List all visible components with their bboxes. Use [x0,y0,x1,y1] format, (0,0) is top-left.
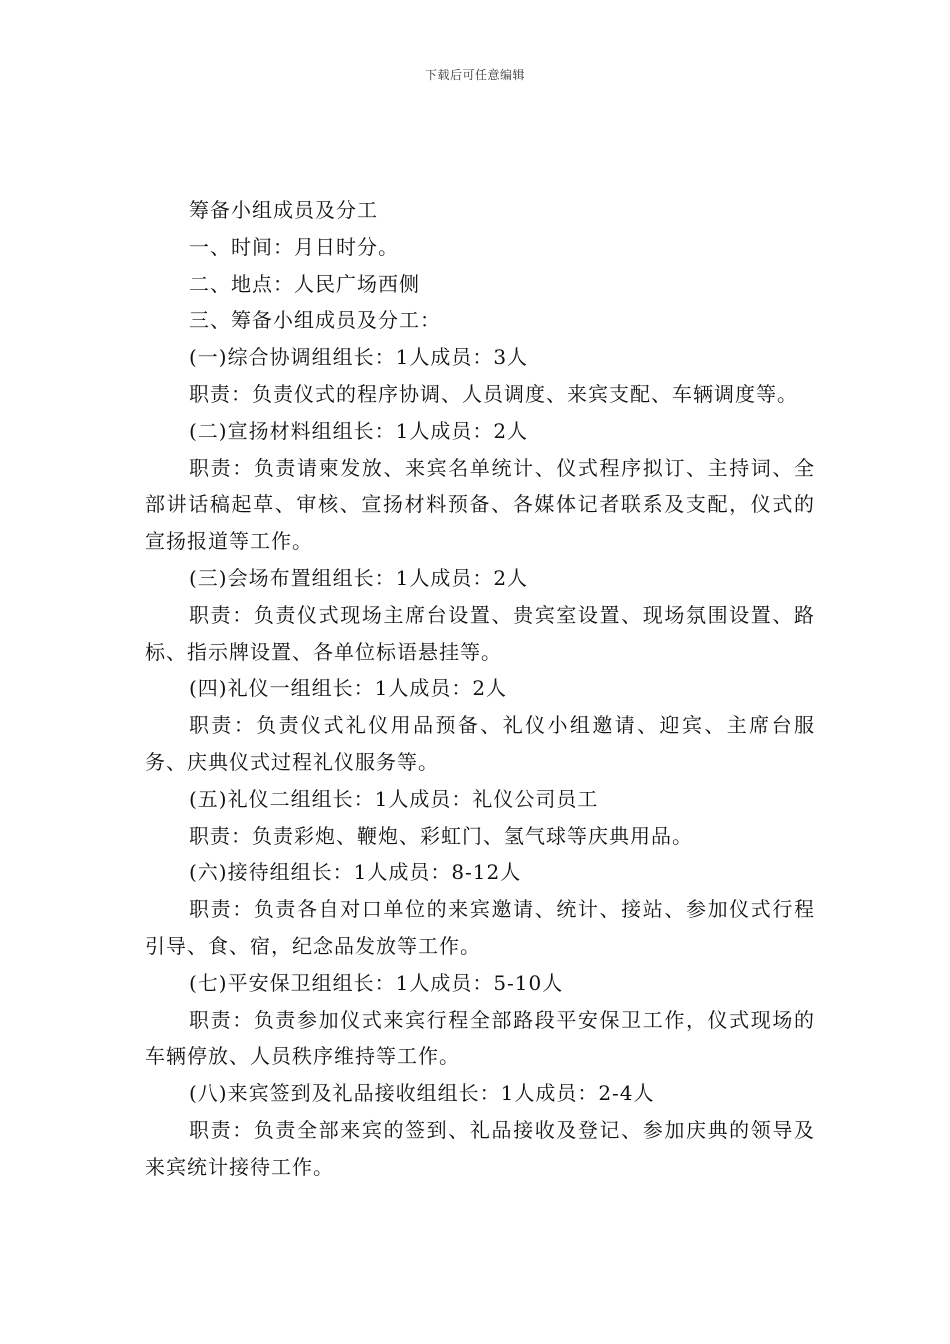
group-heading-7: (七)平安保卫组组长：1人成员：5-10人 [189,970,564,995]
group-heading-1: (一)综合协调组组长：1人成员：3人 [189,345,529,370]
group-heading-2: (二)宣扬材料组组长：1人成员：2人 [189,418,529,443]
group-duty-8: 职责：负责全部来宾的签到、礼品接收及登记、参加庆典的领导及来宾统计接待工作。 [145,1117,815,1179]
group-heading-8: (八)来宾签到及礼品接收组组长：1人成员：2-4人 [189,1081,655,1106]
section-time: 一、时间：月日时分。 [189,234,399,259]
section-location: 二、地点：人民广场西侧 [189,271,420,296]
group-heading-4: (四)礼仪一组组长：1人成员：2人 [189,676,508,701]
document-body [145,192,815,1186]
group-heading-6: (六)接待组组长：1人成员：8-12人 [189,860,522,885]
group-duty-4: 职责：负责仪式礼仪用品预备、礼仪小组邀请、迎宾、主席台服务、庆典仪式过程礼仪服务等。 [145,713,815,774]
group-duty-5: 职责：负责彩炮、鞭炮、彩虹门、氢气球等庆典用品。 [189,823,693,848]
section-members-heading: 三、筹备小组成员及分工： [189,308,441,333]
group-duty-6: 职责：负责各自对口单位的来宾邀请、统计、接站、参加仪式行程引导、食、宿，纪念品发放等工作。 [145,897,815,958]
group-duty-7: 职责：负责参加仪式来宾行程全部路段平安保卫工作，仪式现场的车辆停放、人员秩序维持等工作。 [145,1007,815,1069]
group-heading-3: (三)会场布置组组长：1人成员：2人 [189,565,529,590]
group-duty-1: 职责：负责仪式的程序协调、人员调度、来宾支配、车辆调度等。 [189,381,798,406]
group-heading-5: (五)礼仪二组组长：1人成员：礼仪公司员工 [189,786,599,811]
page-header-note: 下载后可任意编辑 [424,68,525,82]
group-duty-3: 职责：负责仪式现场主席台设置、贵宾室设置、现场氛围设置、路标、指示牌设置、各单位标语悬挂等。 [145,602,815,664]
document-title: 筹备小组成员及分工 [189,198,378,222]
group-duty-2: 职责：负责请柬发放、来宾名单统计、仪式程序拟订、主持词、全部讲话稿起草、审核、宣扬材料预备、各媒体记者联系及支配，仪式的宣扬报道等工作。 [145,455,815,554]
